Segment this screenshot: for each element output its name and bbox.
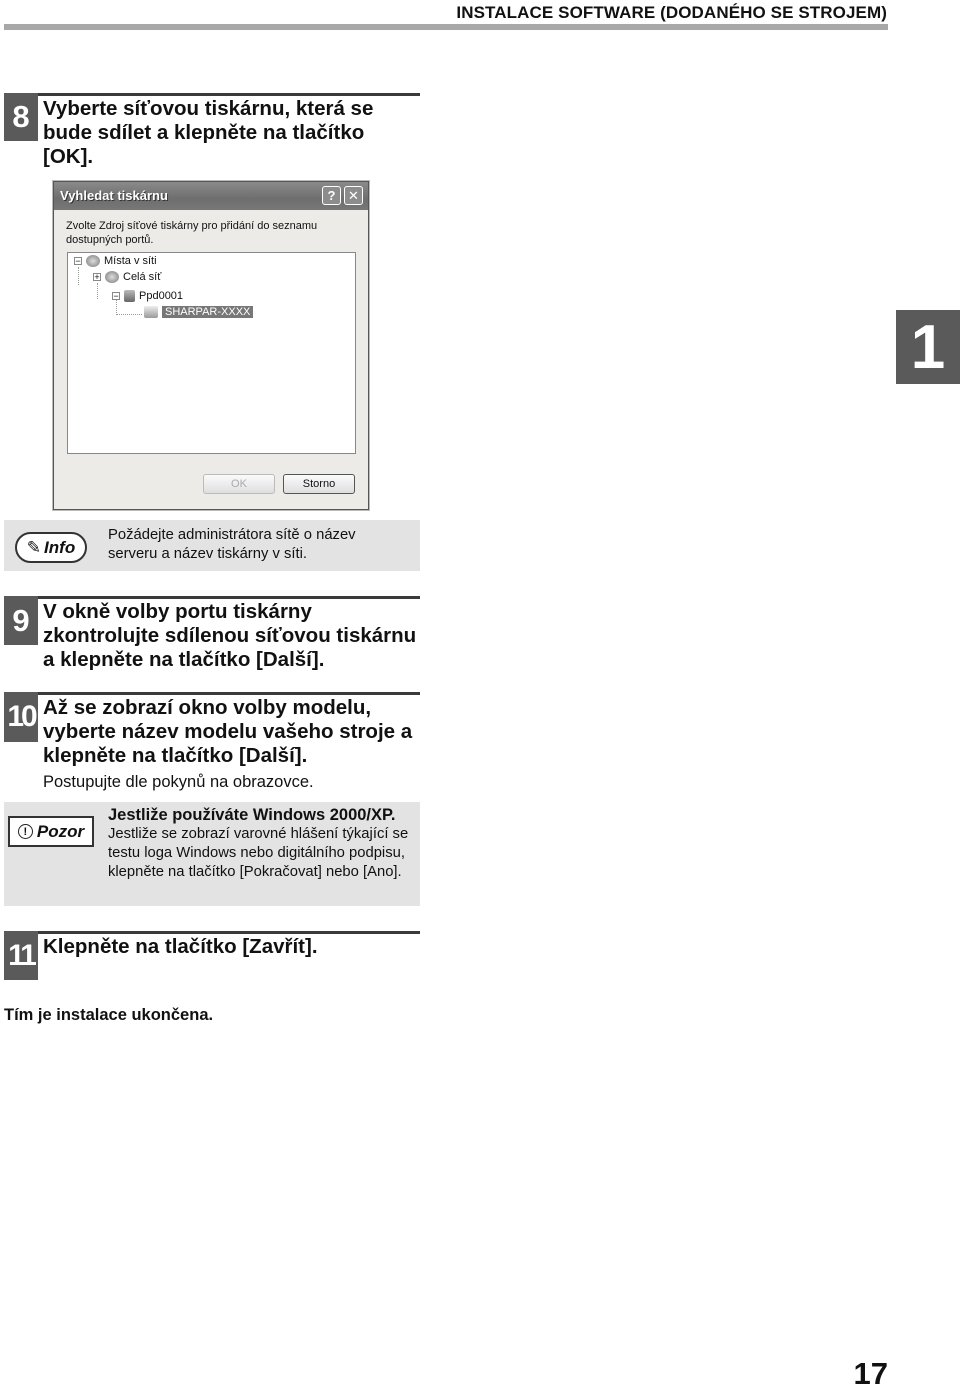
exclamation-icon: ! bbox=[18, 824, 33, 839]
step-10 bbox=[4, 692, 420, 796]
caution-text bbox=[108, 806, 413, 882]
info-text: Požádejte administrátora sítě o název serveru a název tiskárny v síti. bbox=[108, 527, 356, 562]
info-badge: ✎ Info bbox=[15, 532, 87, 563]
pencil-icon: ✎ bbox=[26, 537, 42, 557]
step-11 bbox=[4, 931, 420, 981]
step-rule bbox=[4, 931, 420, 934]
step-title: Až se zobrazí okno volby modelu, vyberte název modelu vašeho stroje a klepněte na tlačítko [Další]. bbox=[43, 696, 413, 767]
step-rule bbox=[4, 93, 420, 96]
help-button[interactable]: ? bbox=[322, 186, 341, 205]
expand-icon[interactable]: + bbox=[94, 272, 100, 282]
dialog-description: Zvolte Zdroj síťové tiskárny pro přidání do seznamu dostupných portů. bbox=[66, 220, 318, 246]
caution-heading: Jestliže používáte Windows 2000/XP. bbox=[108, 806, 396, 824]
caution-note bbox=[4, 802, 420, 906]
printer-icon bbox=[144, 306, 158, 318]
tree-node-network-places[interactable]: − Místa v síti bbox=[75, 255, 157, 267]
step-title: V okně volby portu tiskárny zkontrolujte sdílenou síťovou tiskárnu a klepněte na tlačítko [Další]. bbox=[43, 600, 417, 671]
page-number: 17 bbox=[853, 1356, 888, 1391]
find-printer-dialog bbox=[53, 181, 369, 510]
tree-node-entire-network[interactable]: + Celá síť bbox=[94, 271, 162, 283]
step-number: 11 bbox=[4, 931, 38, 980]
step-rule bbox=[4, 596, 420, 599]
header-title: INSTALACE SOFTWARE (DODANÉHO SE STROJEM) bbox=[456, 3, 887, 22]
step-title: Vyberte síťovou tiskárnu, která se bude sdílet a klepněte na tlačítko [OK]. bbox=[43, 97, 374, 168]
closing-text: Tím je instalace ukončena. bbox=[4, 1006, 214, 1024]
network-tree[interactable] bbox=[67, 252, 356, 454]
network-places-icon bbox=[86, 255, 100, 267]
step-8 bbox=[4, 93, 420, 173]
step-number: 9 bbox=[4, 596, 38, 645]
tree-node-printer[interactable]: SHARPAR-XXXX bbox=[144, 306, 253, 318]
caution-badge: ! Pozor bbox=[8, 816, 94, 847]
collapse-icon[interactable]: − bbox=[75, 256, 81, 266]
collapse-icon[interactable]: − bbox=[113, 291, 119, 301]
computer-icon bbox=[124, 290, 135, 302]
cancel-button[interactable]: Storno bbox=[283, 474, 355, 494]
tree-node-computer[interactable]: − Ppd0001 bbox=[113, 290, 184, 302]
step-9 bbox=[4, 596, 420, 676]
dialog-titlebar bbox=[54, 182, 368, 210]
chapter-tab: 1 bbox=[896, 310, 960, 384]
close-button[interactable]: ✕ bbox=[344, 186, 363, 205]
caution-body: Jestliže se zobrazí varovné hlášení týkající se testu loga Windows nebo digitálního podpisu, klepněte na tlačítko [Pokračovat] nebo [Ano]. bbox=[108, 826, 409, 880]
step-rule bbox=[4, 692, 420, 695]
globe-icon bbox=[105, 271, 119, 283]
header-rule bbox=[4, 24, 888, 30]
dialog-title: Vyhledat tiskárnu bbox=[60, 188, 168, 203]
step-subtext: Postupujte dle pokynů na obrazovce. bbox=[43, 773, 314, 791]
ok-button[interactable]: OK bbox=[203, 474, 275, 494]
step-number: 8 bbox=[4, 93, 38, 141]
info-note bbox=[4, 520, 420, 571]
step-title: Klepněte na tlačítko [Zavřít]. bbox=[43, 935, 318, 958]
step-number: 10 bbox=[4, 692, 38, 742]
